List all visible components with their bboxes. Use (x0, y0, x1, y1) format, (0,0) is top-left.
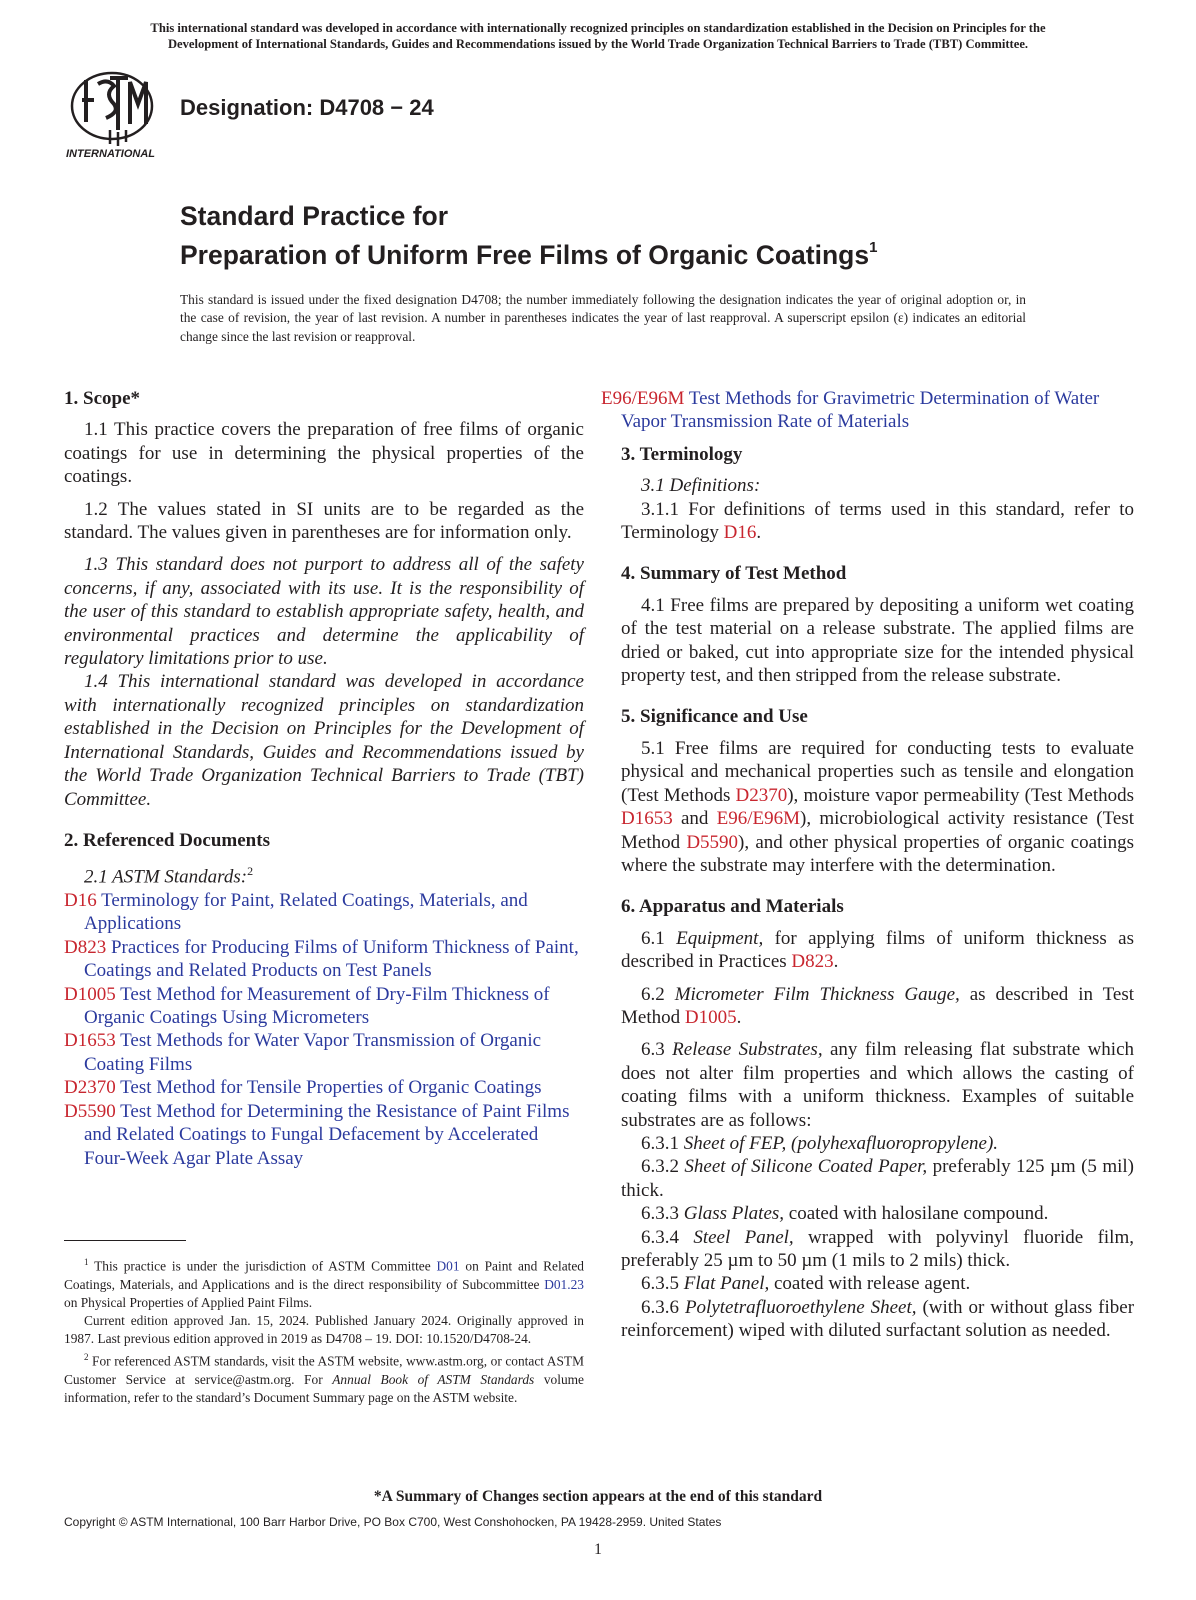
footnote-2-text-b: volume information, refer to the standard’s Document Summary page on the ASTM website. (64, 1372, 584, 1406)
apparatus-6-2 (621, 983, 1134, 1030)
footnotes (64, 1253, 584, 1408)
apparatus-6-1-term: Equipment, (676, 927, 764, 949)
terminology-3-1-1-end: . (756, 522, 762, 544)
footnote-1-text-a: This practice is under the jurisdiction of ASTM Committee (88, 1258, 437, 1274)
apparatus-6-3-num: 6.3 (641, 1039, 673, 1061)
footnote-2 (64, 1348, 584, 1407)
ref-d16[interactable] (64, 889, 584, 936)
top-notice (62, 20, 1134, 52)
apparatus-link-d823[interactable]: D823 (791, 951, 834, 973)
apparatus-6-2-end: . (736, 1006, 742, 1028)
title-footnote-mark: 1 (869, 239, 878, 256)
footnote-1-edition: Current edition approved Jan. 15, 2024. Published January 2024. Originally approved in 1987. Last previous edition approved in 2019 as D4708 – 19. DOI: 10.1520/D4708-24. (64, 1313, 584, 1347)
scope-heading: 1. Scope* (64, 388, 140, 409)
ref-d823-code[interactable]: D823 (64, 936, 107, 958)
footnote-1-text-b: on Paint and Related Coatings, Materials, and Applications and is the direct responsibility of Subcommittee (64, 1258, 584, 1292)
significance-text-2: ), moisture vapor permeability (Test Methods (787, 784, 1134, 806)
ref-e96-title[interactable]: Test Methods for Gravimetric Determination of Water Vapor Transmission Rate of Materials (621, 388, 1100, 433)
footnote-2-italic: Annual Book of ASTM Standards (332, 1372, 535, 1388)
ref-d823-title[interactable]: Practices for Producing Films of Uniform Thickness of Paint, Coatings and Related Products on Test Panels (84, 936, 579, 982)
substrate-5-num: 6.3.5 (641, 1273, 684, 1295)
ref-d16-title[interactable]: Terminology for Paint, Related Coatings, Materials, and Applications (84, 890, 528, 935)
ref-d5590-code[interactable]: D5590 (64, 1100, 116, 1122)
ref-d1653[interactable] (64, 1029, 584, 1076)
ref-d1005-title[interactable]: Test Method for Measurement of Dry-Film Thickness of Organic Coatings Using Micrometers (84, 983, 550, 1029)
footnote-1 (64, 1253, 584, 1312)
substrate-4-text: wrapped with polyvinyl fluoride film, preferably 25 µm to 50 µm (1 mils to 2 mils) thick. (621, 1226, 1134, 1271)
astm-logo-icon (64, 70, 168, 166)
significance-link-d5590[interactable]: D5590 (686, 831, 739, 853)
scope-1-2: 1.2 The values stated in SI units are to be regarded as the standard. The values given in parentheses are for information only. (64, 498, 584, 544)
ref-d5590[interactable] (64, 1100, 584, 1170)
terminology-link-d16[interactable]: D16 (723, 522, 757, 544)
ref-e96[interactable] (601, 387, 1134, 434)
apparatus-6-1-text: for applying films of uniform thickness as described in Practices (621, 927, 1135, 973)
substrate-3-text: coated with halosilane compound. (784, 1203, 1049, 1225)
substrate-1-text: (polyhexafluoropropylene). (786, 1132, 999, 1154)
title-line-2 (180, 232, 1080, 271)
designation: Designation: D4708 − 24 (180, 95, 434, 120)
scope-1-1: 1.1 This practice covers the preparation of free films of organic coatings for use in determining the physical properties of the coatings. (64, 419, 584, 488)
apparatus-6-1-num: 6.1 (641, 927, 677, 949)
footnote-divider (64, 1240, 186, 1241)
substrate-5-term: Flat Panel, (683, 1273, 770, 1295)
ref-d2370[interactable] (64, 1076, 584, 1099)
significance-5-1 (621, 737, 1134, 877)
footnote-1-mark: 1 (84, 1257, 89, 1267)
astm-standards-sub (64, 860, 584, 889)
apparatus-6-3-2 (621, 1155, 1134, 1202)
ref-d2370-code[interactable]: D2370 (64, 1077, 116, 1099)
apparatus-6-3-3 (621, 1202, 1134, 1225)
summary-of-changes-note: *A Summary of Changes section appears at the end of this standard (373, 1488, 823, 1505)
issue-note: This standard is issued under the fixed designation D4708; the number immediately following the designation indicates the year of original adoption or, in the case of revision, the year of last revision. A number in parentheses indicates the year of last reapproval. A superscript epsilon (ε) indicates an editorial change since the last revision or reapproval. (180, 292, 1026, 344)
ref-d16-code[interactable]: D16 (64, 890, 97, 912)
ref-d1005-code[interactable]: D1005 (64, 983, 116, 1005)
scope-1-3: 1.3 This standard does not purport to address all of the safety concerns, if any, associated with its use. It is the responsibility of the user of this standard to establish appropriate safety, health, and environmental practices and determine the applicability of regulatory limitations prior to use. (64, 554, 584, 670)
significance-text-5: ), and other physical properties of organic coatings where the substrate may interfere with the determination. (621, 831, 1134, 876)
substrate-1-num: 6.3.1 (641, 1132, 684, 1154)
substrate-2-text: preferably 125 µm (5 mil) thick. (621, 1156, 1135, 1201)
terminology-3-1: 3.1 Definitions: (641, 475, 761, 497)
ref-d1005[interactable] (64, 983, 584, 1030)
ref-d1653-title[interactable]: Test Methods for Water Vapor Transmission of Organic Coating Films (84, 1030, 542, 1075)
apparatus-6-1 (621, 927, 1134, 974)
apparatus-6-2-term: Micrometer Film Thickness Gauge, (674, 983, 960, 1005)
substrate-2-num: 6.3.2 (641, 1156, 685, 1178)
apparatus-6-3-1 (621, 1132, 1134, 1155)
substrate-5-text: coated with release agent. (769, 1273, 971, 1295)
footnote-link-d01[interactable]: D01 (436, 1258, 460, 1274)
top-notice-line-1: This international standard was developed in accordance with internationally recognized principles on standardization established in the Decision on Principles for the (150, 21, 1046, 35)
left-column (64, 387, 584, 1170)
copyright: Copyright © ASTM International, 100 Barr Harbor Drive, PO Box C700, West Conshohocken, PA 19428-2959. United States (64, 1515, 722, 1529)
referenced-documents-heading: 2. Referenced Documents (64, 829, 270, 851)
apparatus-6-3-6 (621, 1296, 1134, 1343)
ref-d2370-title[interactable]: Test Method for Tensile Properties of Organic Coatings (120, 1077, 542, 1099)
terminology-3-1-1-text: 3.1.1 For definitions of terms used in this standard, refer to Terminology (621, 498, 1134, 544)
apparatus-6-3-term: Release Substrates, (672, 1039, 823, 1061)
apparatus-link-d1005[interactable]: D1005 (684, 1006, 737, 1028)
apparatus-6-3-4 (621, 1226, 1134, 1273)
astm-standards-mark: 2 (247, 864, 254, 879)
substrate-6-term: Polytetrafluoroethylene Sheet, (684, 1296, 917, 1318)
scope-1-4: 1.4 This international standard was developed in accordance with internationally recognized principles on standardization established in the Decision on Principles for the Development of International Standards, Guides and Recommendations issued by the World Trade Organization Technical Barriers to Trade (TBT) Committee. (64, 671, 584, 810)
substrate-6-text: (with or without glass fiber reinforcement) wiped with diluted surfactant solution as needed. (621, 1296, 1135, 1342)
terminology-3-1-1 (621, 498, 1134, 545)
significance-link-d1653[interactable]: D1653 (621, 808, 673, 830)
document-title (180, 200, 1080, 271)
footnote-link-d0123[interactable]: D01.23 (544, 1276, 584, 1292)
significance-text-3: and (672, 808, 717, 830)
terminology-heading: 3. Terminology (621, 443, 743, 465)
top-notice-line-2: Development of International Standards, Guides and Recommendations issued by the World Trade Organization Technical Barriers to Trade (TBT) Committee. (167, 37, 1029, 51)
significance-link-e96[interactable]: E96/E96M (716, 808, 801, 830)
footnote-2-text-a: For referenced ASTM standards, visit the ASTM website, www.astm.org, or contact ASTM Customer Service at service@astm.org. For (64, 1353, 584, 1388)
apparatus-6-2-text: as described in Test Method (621, 983, 1135, 1028)
apparatus-6-2-num: 6.2 (641, 983, 675, 1005)
substrate-4-term: Steel Panel, (693, 1226, 794, 1248)
ref-e96-code[interactable]: E96/E96M (601, 388, 685, 409)
significance-heading: 5. Significance and Use (621, 706, 808, 728)
significance-text-1: 5.1 Free films are required for conducting tests to evaluate physical and mechanical properties such as tensile and elongation (Test Methods (621, 737, 1134, 806)
summary-heading: 4. Summary of Test Method (621, 563, 847, 585)
ref-d823[interactable] (64, 936, 584, 983)
apparatus-heading: 6. Apparatus and Materials (621, 896, 844, 918)
footnote-1-text-c: on Physical Properties of Applied Paint Films. (64, 1294, 313, 1310)
ref-d1653-code[interactable]: D1653 (64, 1030, 116, 1052)
ref-d5590-title[interactable]: Test Method for Determining the Resistance of Paint Films and Related Coatings to Fungal Defacement by Accelerated Four-Week Agar Plate Assay (84, 1100, 570, 1169)
right-column (601, 387, 1135, 1343)
page-number: 1 (594, 1541, 602, 1558)
substrate-2-term: Sheet of Silicone Coated Paper, (684, 1156, 928, 1178)
significance-text-4: ), microbiological activity resistance (Test Method (621, 808, 1134, 853)
logo-subtext: INTERNATIONAL (66, 148, 156, 160)
substrate-6-num: 6.3.6 (641, 1296, 685, 1318)
summary-4-1: 4.1 Free films are prepared by depositing a uniform wet coating of the test material on a release substrate. The applied films are dried or baked, cut into appropriate size for the intended physical property test, and then stripped from the release substrate. (621, 594, 1134, 687)
title-line-2-text: Preparation of Uniform Free Films of Organic Coatings (180, 240, 870, 270)
apparatus-6-3-text: any film releasing flat substrate which does not alter film properties and which allows the casting of coating films with a uniform thickness. Examples of suitable substrates are as follows: (621, 1039, 1135, 1131)
footnote-2-mark: 2 (84, 1352, 89, 1363)
substrate-4-num: 6.3.4 (641, 1226, 694, 1248)
title-line-1: Standard Practice for (180, 201, 449, 231)
apparatus-6-3-5 (621, 1272, 1134, 1295)
significance-link-d2370[interactable]: D2370 (735, 784, 788, 806)
apparatus-6-3 (621, 1038, 1134, 1132)
astm-standards-label: 2.1 ASTM Standards: (84, 866, 248, 888)
substrate-3-num: 6.3.3 (641, 1203, 684, 1225)
apparatus-6-1-end: . (833, 951, 839, 973)
substrate-1-term: Sheet of FEP, (683, 1132, 787, 1154)
substrate-3-term: Glass Plates, (683, 1203, 785, 1225)
